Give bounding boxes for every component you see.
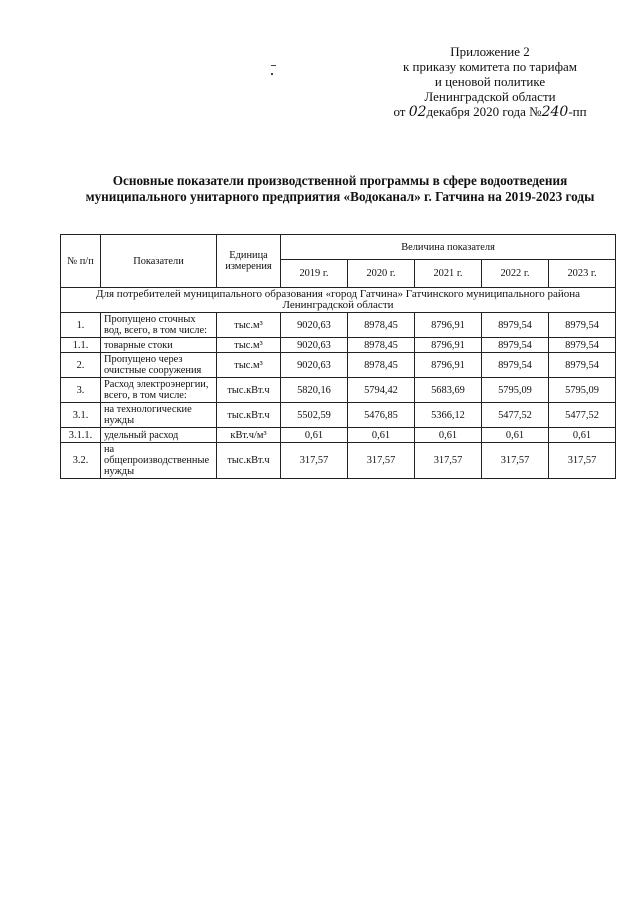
row-value: 0,61 <box>415 428 482 443</box>
row-value: 5477,52 <box>549 403 616 428</box>
row-value: 317,57 <box>348 443 415 479</box>
header-year: 2021 г. <box>415 260 482 288</box>
row-name: удельный расход <box>101 428 217 443</box>
row-value: 8796,91 <box>415 313 482 338</box>
row-value: 0,61 <box>549 428 616 443</box>
row-num: 1. <box>61 313 101 338</box>
row-name: на общепроизводственные нужды <box>101 443 217 479</box>
appendix-line: к приказу комитета по тарифам <box>402 59 578 74</box>
order-number-handwritten: 240 <box>541 104 569 120</box>
row-unit: тыс.м³ <box>217 338 281 353</box>
row-value: 0,61 <box>482 428 549 443</box>
row-value: 5820,16 <box>281 378 348 403</box>
indicators-table <box>60 234 616 479</box>
header-year: 2023 г. <box>549 260 616 288</box>
group-title: Для потребителей муниципального образования «город Гатчина» Гатчинского муниципального района Ленинградской области <box>61 288 616 313</box>
row-value: 8978,45 <box>348 338 415 353</box>
row-num: 2. <box>61 353 101 378</box>
row-value: 8796,91 <box>415 338 482 353</box>
row-value: 8978,45 <box>348 353 415 378</box>
row-num: 3.2. <box>61 443 101 479</box>
table-row <box>61 378 616 403</box>
appendix-date-line <box>380 104 600 120</box>
row-value: 9020,63 <box>281 313 348 338</box>
appendix-line: Ленинградской области <box>424 89 556 104</box>
date-prefix: от <box>393 104 406 119</box>
scan-mark <box>271 73 273 75</box>
row-value: 5477,52 <box>482 403 549 428</box>
appendix-line: и ценовой политике <box>434 74 546 89</box>
table-row <box>61 428 616 443</box>
row-value: 5794,42 <box>348 378 415 403</box>
row-unit: тыс.м³ <box>217 353 281 378</box>
row-name: Расход электроэнергии, всего, в том числе: <box>101 378 217 403</box>
row-value: 317,57 <box>281 443 348 479</box>
header-unit: Единица измерения <box>217 235 281 288</box>
date-suffix: -пп <box>568 104 587 119</box>
header-year: 2022 г. <box>482 260 549 288</box>
date-day-handwritten: 02 <box>408 104 427 120</box>
row-value: 9020,63 <box>281 353 348 378</box>
row-value: 0,61 <box>281 428 348 443</box>
row-unit: тыс.м³ <box>217 313 281 338</box>
header-indicator: Показатели <box>101 235 217 288</box>
row-value: 8979,54 <box>549 313 616 338</box>
row-unit: тыс.кВт.ч <box>217 378 281 403</box>
row-name: на технологические нужды <box>101 403 217 428</box>
appendix-header <box>380 44 600 120</box>
row-name: Пропущено через очистные сооружения <box>101 353 217 378</box>
row-value: 317,57 <box>482 443 549 479</box>
table-row <box>61 443 616 479</box>
row-num: 3.1.1. <box>61 428 101 443</box>
row-value: 5366,12 <box>415 403 482 428</box>
row-value: 317,57 <box>415 443 482 479</box>
row-value: 5476,85 <box>348 403 415 428</box>
table-row <box>61 353 616 378</box>
header-year: 2019 г. <box>281 260 348 288</box>
table-row <box>61 338 616 353</box>
row-value: 317,57 <box>549 443 616 479</box>
date-mid: декабря 2020 года № <box>426 104 542 119</box>
row-num: 3.1. <box>61 403 101 428</box>
header-num: № п/п <box>61 235 101 288</box>
row-value: 8978,45 <box>348 313 415 338</box>
row-name: Пропущено сточных вод, всего, в том числе: <box>101 313 217 338</box>
row-value: 8979,54 <box>549 338 616 353</box>
table-row <box>61 403 616 428</box>
row-value: 0,61 <box>348 428 415 443</box>
appendix-line: Приложение 2 <box>450 44 530 59</box>
row-num: 1.1. <box>61 338 101 353</box>
row-value: 5683,69 <box>415 378 482 403</box>
row-value: 8979,54 <box>482 313 549 338</box>
row-unit: кВт.ч/м³ <box>217 428 281 443</box>
document-title <box>60 173 620 205</box>
row-value: 8796,91 <box>415 353 482 378</box>
table-row <box>61 313 616 338</box>
row-unit: тыс.кВт.ч <box>217 403 281 428</box>
title-line: Основные показатели производственной программы в сфере водоотведения <box>112 173 568 188</box>
row-num: 3. <box>61 378 101 403</box>
header-year: 2020 г. <box>348 260 415 288</box>
row-value: 8979,54 <box>549 353 616 378</box>
row-value: 8979,54 <box>482 353 549 378</box>
row-name: товарные стоки <box>101 338 217 353</box>
scan-mark <box>271 65 276 66</box>
row-value: 5795,09 <box>482 378 549 403</box>
title-line: муниципального унитарного предприятия «Водоканал» г. Гатчина на 2019-2023 годы <box>85 189 595 204</box>
row-value: 5502,59 <box>281 403 348 428</box>
row-value: 9020,63 <box>281 338 348 353</box>
row-value: 5795,09 <box>549 378 616 403</box>
row-value: 8979,54 <box>482 338 549 353</box>
header-value: Величина показателя <box>281 235 616 260</box>
row-unit: тыс.кВт.ч <box>217 443 281 479</box>
